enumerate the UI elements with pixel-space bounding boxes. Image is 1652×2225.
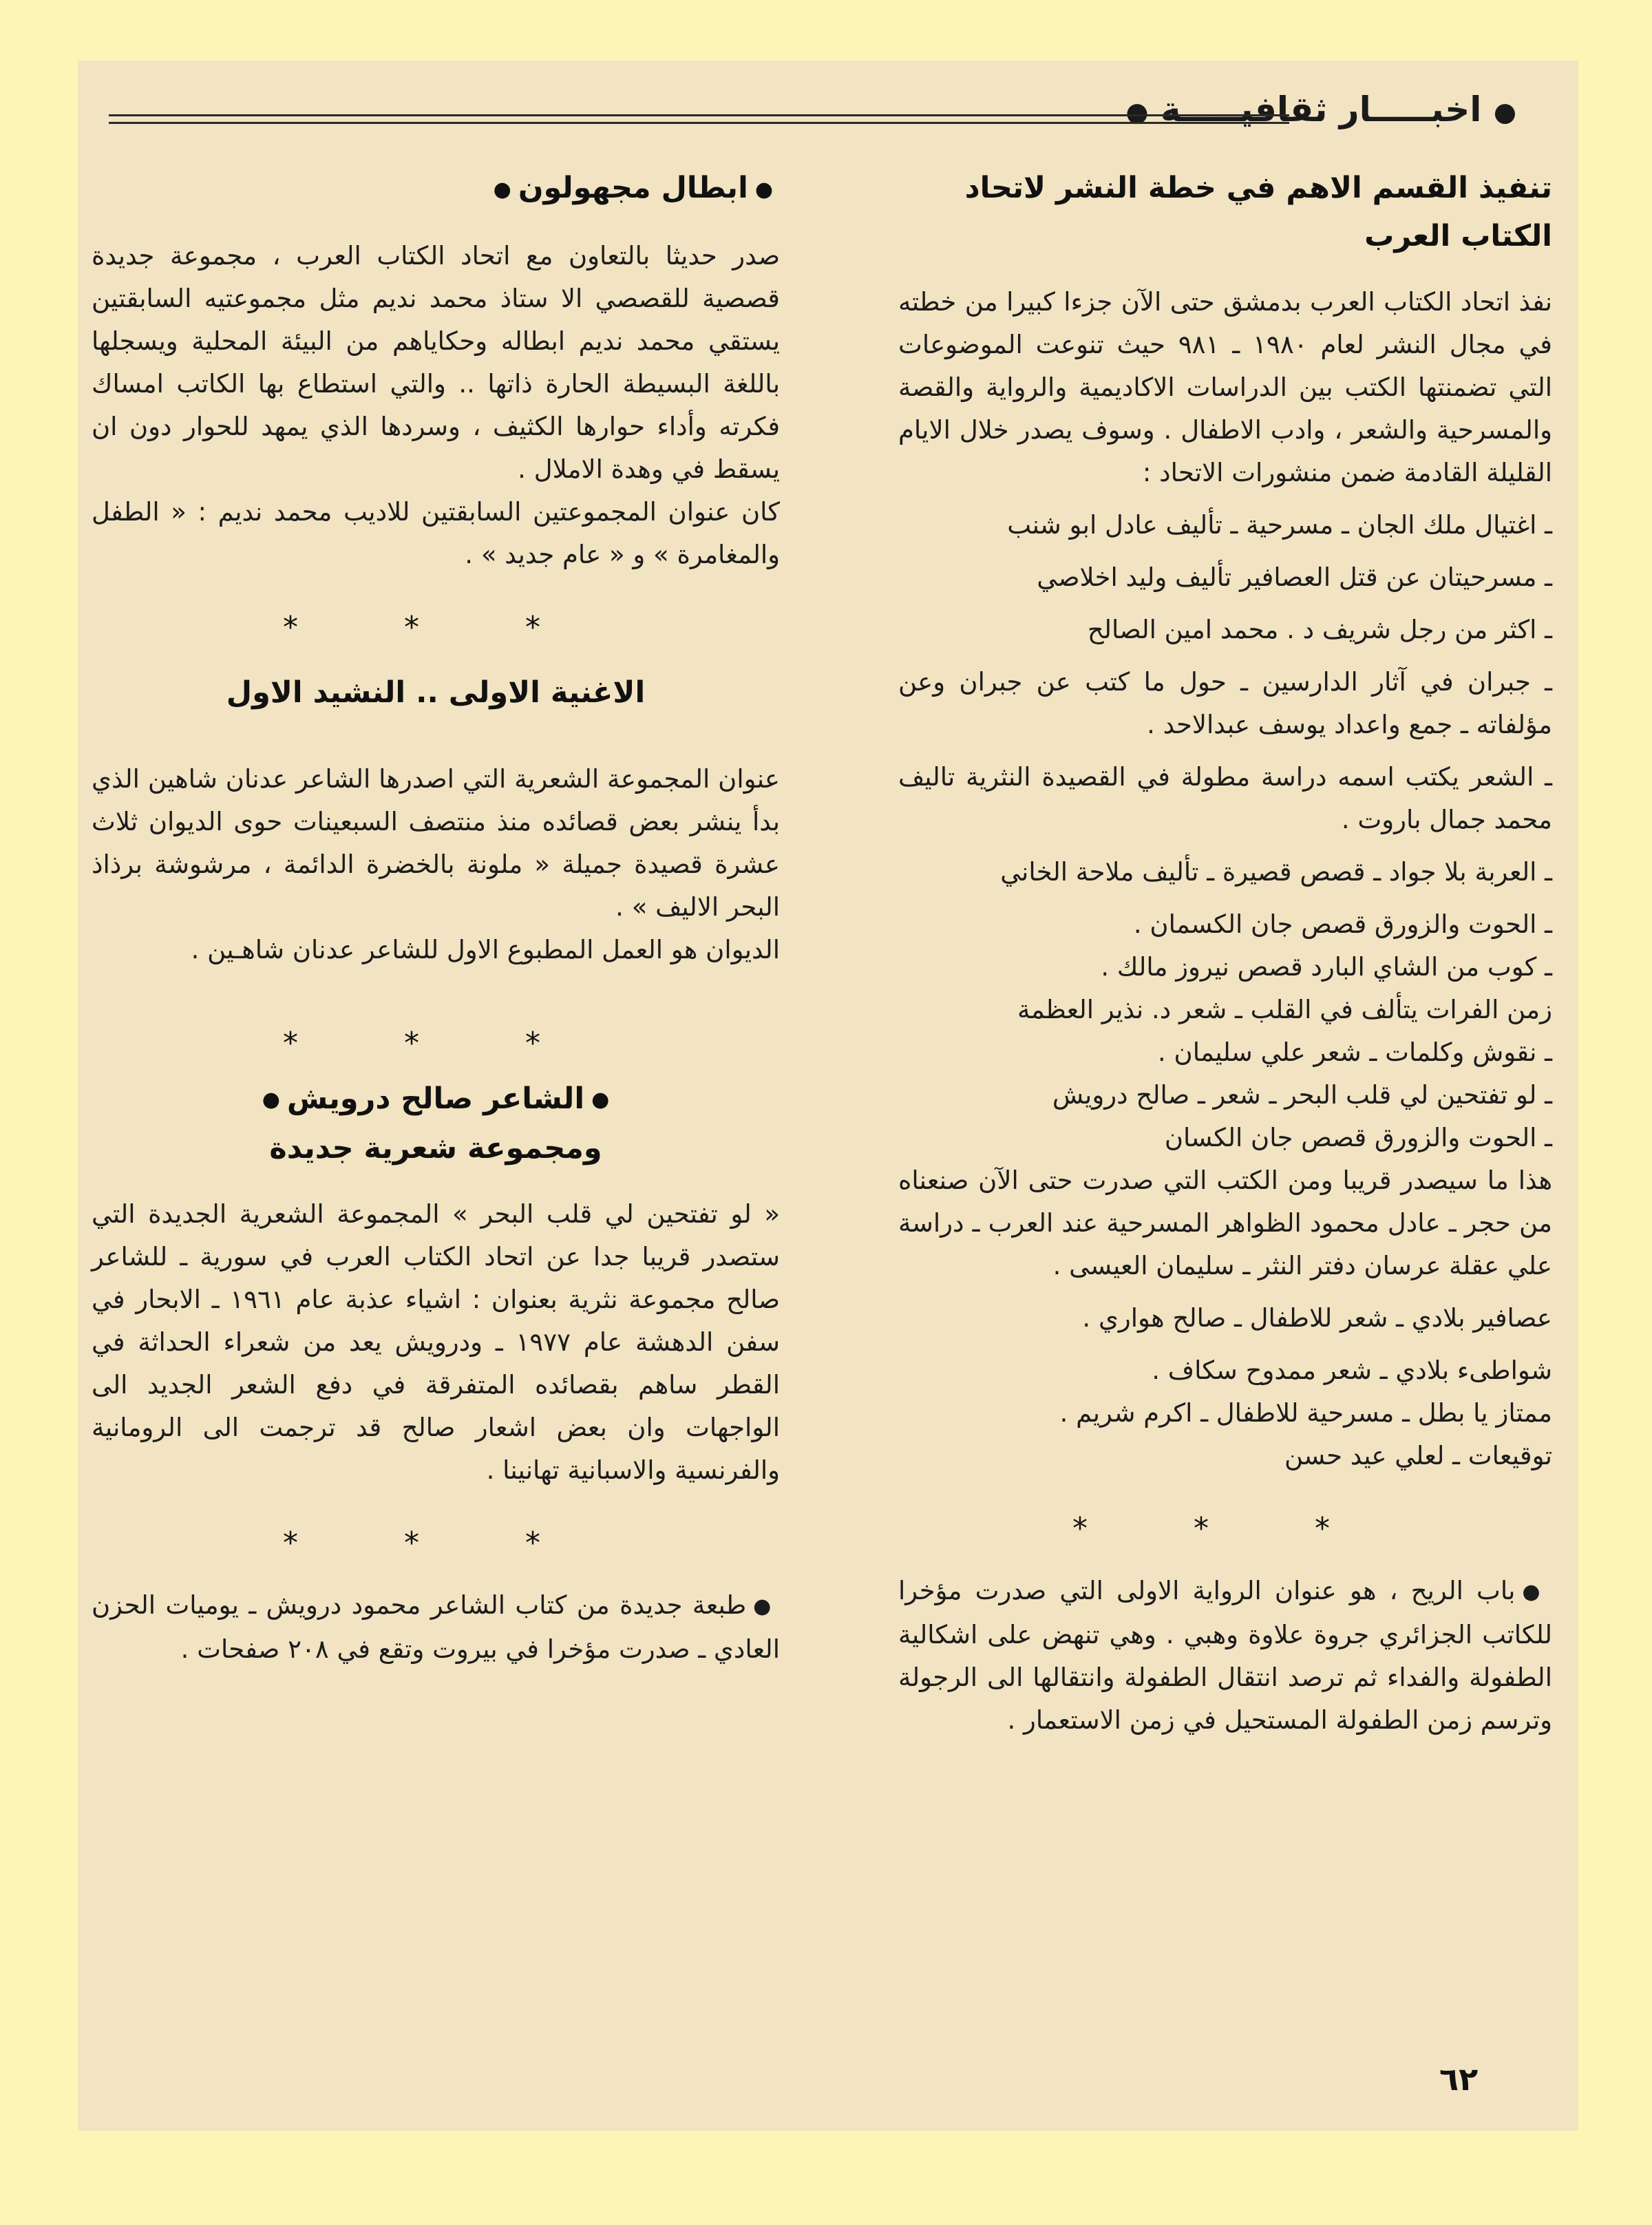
list-item: ـ جبران في آثار الدارسين ـ حول ما كتب عن جبران وعن مؤلفاته ـ جمع واعداد يوسف عبدالاحد . (898, 667, 1552, 739)
article-subtitle: ومجموعة شعرية جديدة (269, 1131, 602, 1166)
list-item: ـ لو تفتحين لي قلب البحر ـ شعر ـ صالح درويش (1052, 1080, 1552, 1110)
article-title-text: الشاعر صالح درويش (286, 1081, 585, 1116)
list-item: ممتاز يا بطل ـ مسرحية للاطفال ـ اكرم شريم . (1059, 1398, 1552, 1428)
article-title (92, 1075, 780, 1125)
bullet-icon: ● (1522, 1579, 1545, 1604)
list-item: عصافير بلادي ـ شعر للاطفال ـ صالح هواري . (1082, 1303, 1552, 1333)
list-item: شواطىء بلادي ـ شعر ممدوح سكاف . (1152, 1356, 1552, 1385)
list-item: ـ كوب من الشاي البارد قصص نيروز مالك . (1101, 952, 1552, 982)
bullet-icon: ● (1493, 96, 1516, 127)
right-column (898, 164, 1552, 1742)
article-paragraph (898, 1570, 1552, 1742)
article-paragraph: صدر حديثا بالتعاون مع اتحاد الكتاب العرب ، مجموعة جديدة قصصية للقصصي الا ستاذ محمد نديم مثل مجموعتيه السابقتين يستقي محمد نديم ابطاله وحكاياهم من البيئة المحلية ويسجلها باللغة البسيطة الحارة ذاتها .. والتي استطاع بها الكاتب امساك فكرته وأداء حوارها الكثيف ، وسردها الذي يمهد للحوار دون ان يسقط في وهدة الاملال . (92, 240, 780, 484)
list-item: ـ مسرحيتان عن قتل العصافير تأليف وليد اخلاصي (1037, 562, 1552, 592)
article-title: الاغنية الاولى .. النشيد الاول (226, 675, 646, 710)
section-separator: * * * (283, 1526, 589, 1561)
article-text: باب الريح ، هو عنوان الرواية الاولى التي صدرت مؤخرا للكاتب الجزائري جروة علاوة وهبي . وهي تنهض على اشكالية الطفولة والفداء ثم ترصد انتقال الطفولة وانتقالها الى الرجولة وترسم زمن الطفولة المستحيل في زمن الاستعمار . (898, 1576, 1552, 1735)
bullet-icon: ● (1125, 96, 1149, 127)
bullet-icon: ● (754, 177, 773, 202)
header-divider (109, 114, 1289, 124)
list-item: ـ الحوت والزورق قصص جان الكسمان . (1133, 909, 1552, 939)
section-separator: * * * (283, 1025, 589, 1061)
list-item: ـ اكثر من رجل شريف د . محمد امين الصالح (1087, 615, 1552, 644)
page-number: ٦٢ (1439, 2060, 1479, 2098)
article-paragraph (92, 1584, 780, 1671)
bullet-icon: ● (493, 177, 511, 202)
left-column (92, 164, 780, 1671)
article-paragraph: الديوان هو العمل المطبوع الاول للشاعر عدنان شاهـين . (191, 934, 780, 964)
article-title (92, 164, 780, 214)
section-separator: * * * (283, 609, 589, 645)
list-item: ـ العربة بلا جواد ـ قصص قصيرة ـ تأليف ملاحة الخاني (1000, 857, 1552, 887)
list-item: ـ الحوت والزورق قصص جان الكسان (1164, 1123, 1552, 1152)
section-separator: * * * (1072, 1511, 1378, 1546)
article-text: طبعة جديدة من كتاب الشاعر محمود درويش ـ يوميات الحزن العادي ـ صدرت مؤخرا في بيروت وتقع في ٢٠٨ صفحات . (92, 1590, 780, 1664)
bullet-icon: ● (262, 1088, 280, 1112)
list-item: توقيعات ـ لعلي عيد حسن (1284, 1441, 1552, 1470)
section-title-text: اخبـــــار ثقافيـــــة (1160, 89, 1482, 129)
article-title-text: ابطال مجهولون (518, 171, 748, 205)
page-header (78, 74, 1578, 150)
bullet-icon: ● (591, 1088, 610, 1112)
list-item: ـ الشعر يكتب اسمه دراسة مطولة في القصيدة النثرية تاليف محمد جمال باروت . (898, 762, 1552, 834)
magazine-page (78, 61, 1578, 2131)
article-paragraph: « لو تفتحين لي قلب البحر » المجموعة الشعرية الجديدة التي ستصدر قريبا جدا عن اتحاد الكتاب العرب في سورية ـ للشاعر صالح مجموعة نثرية بعنوان : اشياء عذبة عام ١٩٦١ ـ الابحار في سفن الدهشة عام ١٩٧٧ ـ ودرويش يعد من شعراء الحداثة في القطر ساهم بقصائده المتفرقة في دفع الشعر الجديد الى الواجهات وان بعض اشعار صالح قد ترجمت الى الرومانية والفرنسية والاسبانية تهانينا . (92, 1199, 781, 1485)
article-title: تنفيذ القسم الاهم في خطة النشر لاتحاد الكتاب العرب (964, 171, 1552, 253)
article-paragraph: كان عنوان المجموعتين السابقتين للاديب محمد نديم : « الطفل والمغامرة » و « عام جديد » . (92, 496, 780, 569)
article-paragraph: عنوان المجموعة الشعرية التي اصدرها الشاعر عدنان شاهين الذي بدأ ينشر بعض قصائده منذ منتصف السبعينات حوى الديوان ثلاث عشرة قصيدة جميلة « ملونة بالخضرة الدائمة ، مرشوشة برذاذ البحر الاليف » . (92, 763, 780, 922)
list-item: زمن الفرات يتألف في القلب ـ شعر د. نذير العظمة (1017, 995, 1552, 1024)
list-item: ـ اغتيال ملك الجان ـ مسرحية ـ تأليف عادل ابو شنب (1007, 510, 1552, 540)
bullet-icon: ● (753, 1594, 773, 1618)
article-paragraph: هذا ما سيصدر قريبا ومن الكتب التي صدرت حتى الآن صنعناه من حجر ـ عادل محمود الظواهر المسرحية عند العرب ـ دراسة علي عقلة عرسان دفتر النثر ـ سليمان العيسى . (898, 1166, 1552, 1280)
article-paragraph: نفذ اتحاد الكتاب العرب بدمشق حتى الآن جزءا كبيرا من خطته في مجال النشر لعام ١٩٨٠ ـ ٩٨١ حيث تنوعت الموضوعات التي تضمنتها الكتب بين الدراسات الاكاديمية والرواية والقصة والمسرحية والشعر ، وادب الاطفال . وسوف يصدر خلال الايام القليلة القادمة ضمن منشورات الاتحاد : (898, 287, 1552, 487)
list-item: ـ نقوش وكلمات ـ شعر علي سليمان . (1158, 1037, 1552, 1067)
